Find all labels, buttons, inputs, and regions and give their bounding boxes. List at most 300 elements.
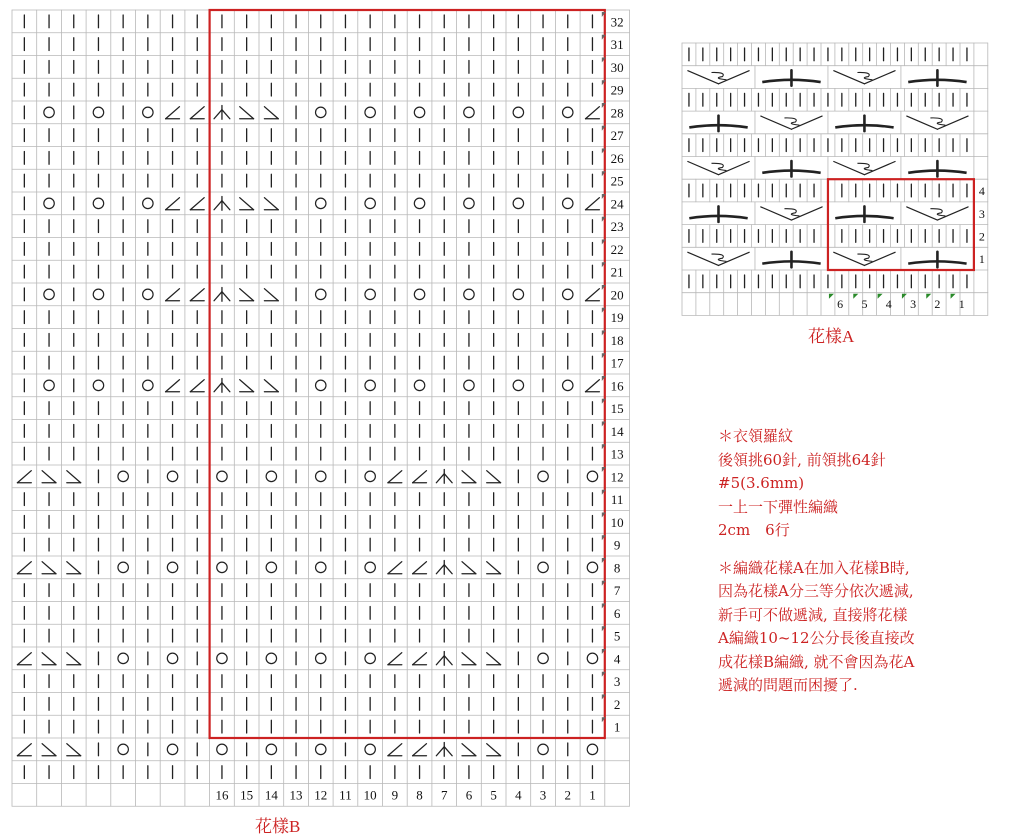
yarn-over-symbol xyxy=(167,744,177,754)
left-decrease-symbol xyxy=(413,744,427,756)
yarn-over-symbol xyxy=(587,744,597,754)
cable-down-symbol xyxy=(688,161,749,174)
yarn-over-symbol xyxy=(365,198,375,208)
row-number: 11 xyxy=(610,492,624,508)
column-number: 16 xyxy=(215,787,229,803)
yarn-over-symbol xyxy=(464,198,474,208)
cable-down-mark xyxy=(857,254,872,261)
left-decrease-stroke xyxy=(17,562,31,574)
left-decrease-symbol xyxy=(17,562,31,574)
left-decrease-stroke xyxy=(17,471,31,483)
yarn-over-symbol xyxy=(365,653,375,663)
left-decrease-stroke xyxy=(166,198,180,210)
right-decrease-stroke xyxy=(67,653,81,665)
left-decrease-symbol xyxy=(17,744,31,756)
row-number: 14 xyxy=(610,423,624,439)
cable-down-mark xyxy=(711,254,726,261)
yarn-over-symbol xyxy=(93,380,103,390)
cable-down-symbol xyxy=(907,207,968,220)
right-decrease-stroke xyxy=(487,653,501,665)
row-number: 1 xyxy=(613,719,621,735)
cable-down-symbol xyxy=(907,116,968,129)
tip-note-line: 成花樣B編織, 就不會因為花A xyxy=(718,652,915,671)
column-number: 15 xyxy=(240,787,254,803)
center-decrease-right xyxy=(222,292,230,301)
row-number: 12 xyxy=(610,469,624,485)
yarn-over-symbol xyxy=(316,744,326,754)
yarn-over-symbol xyxy=(563,380,573,390)
left-decrease-symbol xyxy=(586,380,600,392)
yarn-over-symbol xyxy=(118,471,128,481)
right-decrease-symbol xyxy=(42,653,56,665)
yarn-over-symbol xyxy=(414,198,424,208)
left-decrease-symbol xyxy=(388,471,402,483)
left-decrease-stroke xyxy=(586,289,600,301)
pattern-b-column-numbers xyxy=(215,787,595,802)
column-number: 10 xyxy=(363,787,377,803)
right-decrease-stroke xyxy=(462,471,476,483)
column-number: 9 xyxy=(391,787,399,803)
yarn-over-symbol xyxy=(316,653,326,663)
right-decrease-symbol xyxy=(264,289,278,301)
yarn-over-symbol xyxy=(513,289,523,299)
pattern-a-row-numbers xyxy=(979,184,985,266)
row-number: 27 xyxy=(610,128,624,144)
collar-note-line: 一上一下彈性編織 xyxy=(718,497,839,516)
cable-up-symbol xyxy=(689,206,747,221)
yarn-over-symbol xyxy=(266,471,276,481)
left-decrease-symbol xyxy=(166,289,180,301)
yarn-over-symbol xyxy=(217,744,227,754)
collar-notes xyxy=(718,425,1008,543)
column-number: 12 xyxy=(314,787,328,803)
cable-down-mark xyxy=(711,163,726,170)
cable-up-symbol xyxy=(762,252,820,267)
center-decrease-left xyxy=(436,565,444,574)
right-decrease-stroke xyxy=(67,471,81,483)
center-decrease-left xyxy=(214,110,222,119)
yarn-over-symbol xyxy=(365,380,375,390)
right-decrease-stroke xyxy=(264,107,278,119)
right-decrease-symbol xyxy=(240,289,254,301)
yarn-over-symbol xyxy=(143,380,153,390)
row-number: 6 xyxy=(613,605,621,621)
yarn-over-symbol xyxy=(464,107,474,117)
yarn-over-symbol xyxy=(217,562,227,572)
right-decrease-symbol xyxy=(462,653,476,665)
center-decrease-symbol xyxy=(214,197,230,211)
cable-down-mark xyxy=(784,118,799,125)
left-decrease-stroke xyxy=(413,471,427,483)
tip-note-line: 遞減的問題而困擾了. xyxy=(718,676,858,694)
right-decrease-stroke xyxy=(264,198,278,210)
yarn-over-symbol xyxy=(167,653,177,663)
cable-down-right xyxy=(791,116,822,129)
left-decrease-stroke xyxy=(166,289,180,301)
yarn-over-symbol xyxy=(44,198,54,208)
column-number: 13 xyxy=(289,787,303,803)
yarn-over-symbol xyxy=(587,653,597,663)
right-decrease-symbol xyxy=(67,653,81,665)
cable-down-right xyxy=(937,207,968,220)
right-decrease-symbol xyxy=(462,471,476,483)
column-marker xyxy=(878,294,883,299)
yarn-over-symbol xyxy=(93,198,103,208)
column-number: 7 xyxy=(441,787,448,803)
right-decrease-stroke xyxy=(487,744,501,756)
yarn-over-symbol xyxy=(118,744,128,754)
center-decrease-left xyxy=(214,383,222,392)
center-decrease-symbol xyxy=(214,288,230,302)
yarn-over-symbol xyxy=(118,562,128,572)
cable-down-mark xyxy=(930,118,945,125)
tip-note-line: 新手可不做遞減, 直接將花樣 xyxy=(718,605,908,624)
yarn-over-symbol xyxy=(217,471,227,481)
left-decrease-stroke xyxy=(166,107,180,119)
row-number: 9 xyxy=(613,537,621,553)
center-decrease-right xyxy=(222,383,230,392)
left-decrease-symbol xyxy=(413,471,427,483)
yarn-over-symbol xyxy=(513,107,523,117)
yarn-over-symbol xyxy=(44,380,54,390)
right-decrease-symbol xyxy=(42,471,56,483)
right-decrease-stroke xyxy=(487,471,501,483)
row-number: 13 xyxy=(610,446,624,462)
left-decrease-symbol xyxy=(166,198,180,210)
yarn-over-symbol xyxy=(365,289,375,299)
center-decrease-left xyxy=(436,747,444,756)
column-number: 2 xyxy=(934,297,941,312)
column-marker xyxy=(853,294,858,299)
row-number: 26 xyxy=(610,150,624,166)
row-number: 3 xyxy=(978,206,985,221)
right-decrease-stroke xyxy=(240,198,254,210)
right-decrease-symbol xyxy=(240,107,254,119)
center-decrease-left xyxy=(214,292,222,301)
yarn-over-symbol xyxy=(167,471,177,481)
cable-down-symbol xyxy=(834,252,895,265)
row-number: 4 xyxy=(978,184,985,199)
center-decrease-left xyxy=(436,474,444,483)
row-number: 5 xyxy=(613,628,621,644)
collar-note-title: ＊衣領羅紋 xyxy=(718,427,794,445)
left-decrease-stroke xyxy=(17,744,31,756)
cable-down-mark xyxy=(930,209,945,216)
right-decrease-symbol xyxy=(42,744,56,756)
column-number: 5 xyxy=(861,297,868,312)
column-number: 4 xyxy=(515,787,522,803)
right-decrease-stroke xyxy=(462,744,476,756)
row-number: 21 xyxy=(610,264,624,280)
center-decrease-symbol xyxy=(214,379,230,393)
row-number: 3 xyxy=(613,674,621,690)
cable-down-mark xyxy=(857,163,872,170)
right-decrease-stroke xyxy=(67,744,81,756)
yarn-over-symbol xyxy=(316,198,326,208)
pattern-a-caption: 花樣A xyxy=(808,327,855,346)
yarn-over-symbol xyxy=(167,562,177,572)
tip-note-line: ＊編織花樣A在加入花樣B時, xyxy=(718,558,910,577)
right-decrease-symbol xyxy=(462,744,476,756)
cable-up-symbol xyxy=(835,116,893,131)
column-number: 3 xyxy=(539,787,547,803)
cable-down-right xyxy=(864,71,895,84)
yarn-over-symbol xyxy=(217,653,227,663)
cable-down-right xyxy=(864,161,895,174)
column-number: 1 xyxy=(958,297,965,312)
yarn-over-symbol xyxy=(44,107,54,117)
column-marker xyxy=(951,294,956,299)
yarn-over-symbol xyxy=(143,107,153,117)
left-decrease-symbol xyxy=(586,198,600,210)
right-decrease-stroke xyxy=(462,562,476,574)
yarn-over-symbol xyxy=(365,562,375,572)
center-decrease-symbol xyxy=(214,106,230,120)
cable-down-right xyxy=(718,252,749,265)
left-decrease-symbol xyxy=(190,289,204,301)
cable-down-right xyxy=(718,161,749,174)
cable-up-symbol xyxy=(908,252,966,267)
yarn-over-symbol xyxy=(538,471,548,481)
yarn-over-symbol xyxy=(464,289,474,299)
left-decrease-stroke xyxy=(190,289,204,301)
yarn-over-symbol xyxy=(316,289,326,299)
left-decrease-stroke xyxy=(190,380,204,392)
left-decrease-symbol xyxy=(17,471,31,483)
row-number: 31 xyxy=(610,37,624,53)
row-number: 20 xyxy=(610,287,624,303)
yarn-over-symbol xyxy=(93,107,103,117)
left-decrease-stroke xyxy=(586,107,600,119)
tip-notes xyxy=(718,557,1008,698)
yarn-over-symbol xyxy=(513,380,523,390)
yarn-over-symbol xyxy=(316,471,326,481)
right-decrease-symbol xyxy=(240,198,254,210)
cable-down-symbol xyxy=(761,116,822,129)
center-decrease-left xyxy=(214,201,222,210)
right-decrease-stroke xyxy=(240,107,254,119)
right-decrease-symbol xyxy=(264,198,278,210)
left-decrease-stroke xyxy=(388,562,402,574)
center-decrease-left xyxy=(436,656,444,665)
cable-down-symbol xyxy=(761,207,822,220)
yarn-over-symbol xyxy=(266,562,276,572)
right-decrease-symbol xyxy=(264,380,278,392)
left-decrease-symbol xyxy=(586,289,600,301)
right-decrease-symbol xyxy=(67,471,81,483)
right-decrease-symbol xyxy=(462,562,476,574)
right-decrease-stroke xyxy=(42,744,56,756)
left-decrease-symbol xyxy=(17,653,31,665)
right-decrease-symbol xyxy=(264,107,278,119)
row-number: 18 xyxy=(610,332,624,348)
yarn-over-symbol xyxy=(316,380,326,390)
left-decrease-stroke xyxy=(190,198,204,210)
left-decrease-stroke xyxy=(586,380,600,392)
yarn-over-symbol xyxy=(93,289,103,299)
yarn-over-symbol xyxy=(143,198,153,208)
right-decrease-symbol xyxy=(67,744,81,756)
column-number: 5 xyxy=(490,787,497,803)
center-decrease-symbol xyxy=(436,652,452,666)
column-number: 3 xyxy=(910,297,917,312)
left-decrease-symbol xyxy=(190,107,204,119)
yarn-over-symbol xyxy=(563,107,573,117)
left-decrease-symbol xyxy=(166,107,180,119)
left-decrease-symbol xyxy=(388,562,402,574)
column-number: 11 xyxy=(339,787,352,803)
cable-up-symbol xyxy=(835,206,893,221)
yarn-over-symbol xyxy=(538,653,548,663)
cable-down-symbol xyxy=(688,71,749,84)
left-decrease-symbol xyxy=(413,562,427,574)
left-decrease-symbol xyxy=(166,380,180,392)
cable-down-symbol xyxy=(834,161,895,174)
tip-note-line: A編織10~12公分長後直接改 xyxy=(718,629,915,647)
right-decrease-stroke xyxy=(240,380,254,392)
cable-down-symbol xyxy=(834,71,895,84)
row-number: 16 xyxy=(610,378,624,394)
row-number: 1 xyxy=(978,252,985,267)
yarn-over-symbol xyxy=(44,289,54,299)
pattern-a-column-numbers xyxy=(829,294,965,311)
yarn-over-symbol xyxy=(538,744,548,754)
cable-up-symbol xyxy=(689,116,747,131)
right-decrease-symbol xyxy=(487,744,501,756)
column-number: 14 xyxy=(264,787,278,803)
cable-up-symbol xyxy=(762,161,820,176)
left-decrease-symbol xyxy=(586,107,600,119)
left-decrease-symbol xyxy=(190,198,204,210)
yarn-over-symbol xyxy=(587,562,597,572)
right-decrease-stroke xyxy=(67,562,81,574)
column-number: 1 xyxy=(589,787,596,803)
right-decrease-symbol xyxy=(487,562,501,574)
yarn-over-symbol xyxy=(538,562,548,572)
yarn-over-symbol xyxy=(316,107,326,117)
column-number: 2 xyxy=(564,787,571,803)
yarn-over-symbol xyxy=(365,471,375,481)
tip-note-line: 因為花樣A分三等分依次遞減, xyxy=(718,582,914,600)
row-number: 22 xyxy=(610,241,624,257)
center-decrease-right xyxy=(444,565,452,574)
row-number: 10 xyxy=(610,514,624,530)
cable-down-right xyxy=(718,71,749,84)
cable-up-symbol xyxy=(762,70,820,85)
left-decrease-stroke xyxy=(413,744,427,756)
cable-up-symbol xyxy=(908,161,966,176)
cable-down-mark xyxy=(784,209,799,216)
yarn-over-symbol xyxy=(143,289,153,299)
left-decrease-stroke xyxy=(190,107,204,119)
column-number: 6 xyxy=(837,297,844,312)
left-decrease-stroke xyxy=(413,653,427,665)
column-number: 6 xyxy=(465,787,473,803)
collar-note-line: 2cm 6行 xyxy=(718,521,790,539)
row-number: 17 xyxy=(610,355,624,371)
row-number: 4 xyxy=(613,651,621,667)
center-decrease-right xyxy=(444,656,452,665)
right-decrease-stroke xyxy=(462,653,476,665)
row-number: 24 xyxy=(610,196,624,212)
yarn-over-symbol xyxy=(464,380,474,390)
yarn-over-symbol xyxy=(563,198,573,208)
row-number: 30 xyxy=(610,59,624,75)
left-decrease-stroke xyxy=(586,198,600,210)
right-decrease-stroke xyxy=(42,562,56,574)
yarn-over-symbol xyxy=(316,562,326,572)
left-decrease-symbol xyxy=(413,653,427,665)
cable-down-right xyxy=(864,252,895,265)
right-decrease-stroke xyxy=(264,289,278,301)
row-number: 2 xyxy=(978,229,985,244)
yarn-over-symbol xyxy=(563,289,573,299)
right-decrease-stroke xyxy=(42,653,56,665)
yarn-over-symbol xyxy=(365,744,375,754)
row-number: 28 xyxy=(610,105,624,121)
collar-note-line: 後領挑60針, 前領挑64針 xyxy=(718,450,886,469)
right-decrease-stroke xyxy=(42,471,56,483)
left-decrease-stroke xyxy=(388,744,402,756)
right-decrease-stroke xyxy=(264,380,278,392)
center-decrease-right xyxy=(222,201,230,210)
cable-down-symbol xyxy=(688,252,749,265)
yarn-over-symbol xyxy=(414,380,424,390)
left-decrease-stroke xyxy=(166,380,180,392)
right-decrease-symbol xyxy=(240,380,254,392)
yarn-over-symbol xyxy=(587,471,597,481)
yarn-over-symbol xyxy=(266,653,276,663)
cable-up-symbol xyxy=(908,70,966,85)
center-decrease-right xyxy=(444,474,452,483)
center-decrease-symbol xyxy=(436,470,452,484)
right-decrease-symbol xyxy=(487,471,501,483)
center-decrease-right xyxy=(444,747,452,756)
collar-note-line: #5(3.6mm) xyxy=(718,474,805,492)
cable-down-right xyxy=(791,207,822,220)
row-number: 32 xyxy=(610,14,624,30)
row-number: 15 xyxy=(610,401,624,417)
left-decrease-symbol xyxy=(388,653,402,665)
cable-down-mark xyxy=(857,72,872,79)
right-decrease-symbol xyxy=(487,653,501,665)
yarn-over-symbol xyxy=(118,653,128,663)
left-decrease-stroke xyxy=(413,562,427,574)
cable-down-right xyxy=(937,116,968,129)
left-decrease-stroke xyxy=(388,653,402,665)
row-number: 7 xyxy=(613,583,621,599)
column-marker xyxy=(926,294,931,299)
row-number: 19 xyxy=(610,310,624,326)
row-number: 23 xyxy=(610,219,624,235)
left-decrease-stroke xyxy=(17,653,31,665)
row-number: 2 xyxy=(613,696,621,712)
row-number: 29 xyxy=(610,82,624,98)
cable-down-mark xyxy=(711,72,726,79)
notes-panel xyxy=(718,425,1008,698)
right-decrease-stroke xyxy=(240,289,254,301)
pattern-b-caption: 花樣B xyxy=(255,817,301,836)
right-decrease-stroke xyxy=(487,562,501,574)
center-decrease-symbol xyxy=(436,743,452,757)
yarn-over-symbol xyxy=(266,744,276,754)
center-decrease-symbol xyxy=(436,561,452,575)
column-number: 8 xyxy=(416,787,423,803)
center-decrease-right xyxy=(222,110,230,119)
column-marker xyxy=(829,294,834,299)
row-number: 25 xyxy=(610,173,624,189)
right-decrease-symbol xyxy=(67,562,81,574)
